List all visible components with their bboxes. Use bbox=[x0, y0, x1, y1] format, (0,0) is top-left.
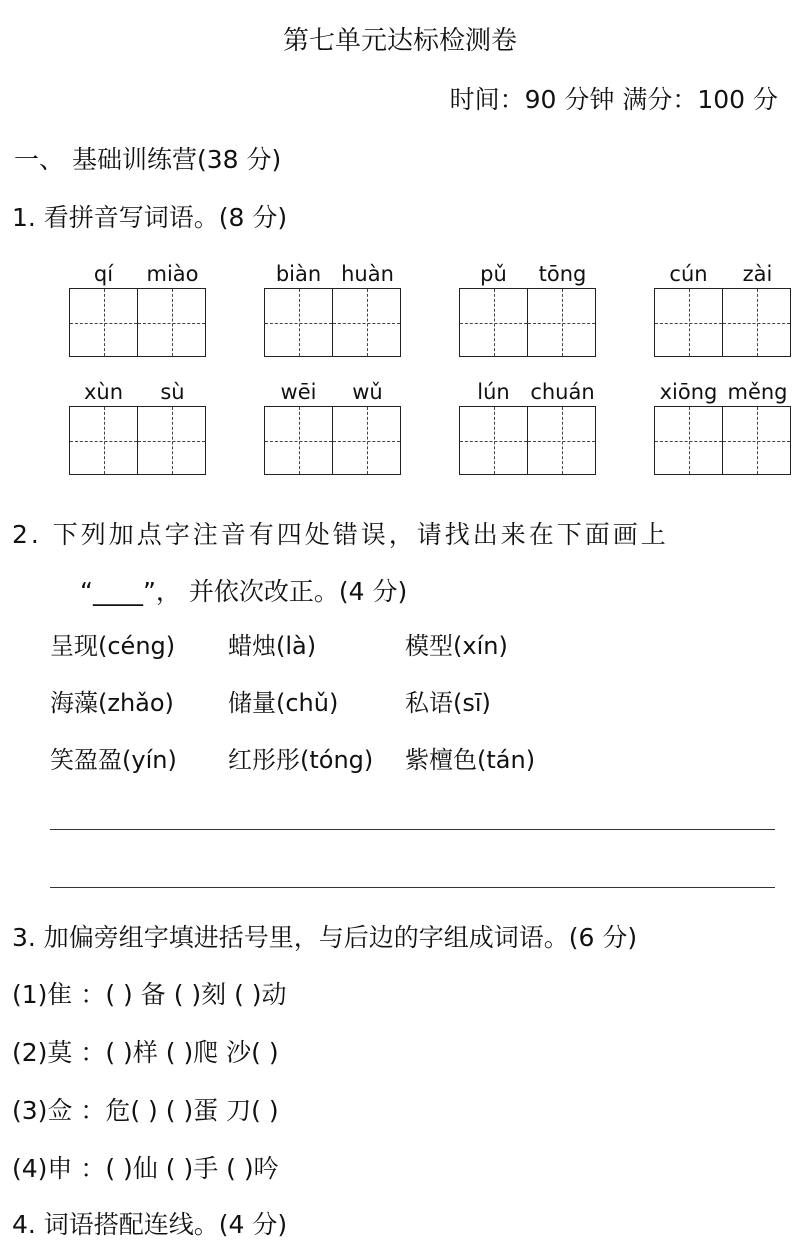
writing-grid[interactable] bbox=[459, 406, 528, 475]
section-heading: 一、 基础训练营(38 分) bbox=[14, 145, 282, 174]
writing-grid[interactable] bbox=[137, 288, 206, 357]
q3-row[interactable]: (3)佥 ：危( ) ( )蛋 刀( ) bbox=[12, 1096, 279, 1125]
writing-grid[interactable] bbox=[69, 406, 138, 475]
pinyin-item: 模型(xín) bbox=[405, 632, 508, 660]
pinyin-label: cún bbox=[669, 262, 708, 286]
answer-line[interactable] bbox=[50, 829, 775, 830]
question-1-label: 1. 看拼音写词语。(8 分) bbox=[12, 203, 288, 232]
pinyin-item: 蜡烛(là) bbox=[228, 632, 317, 660]
pinyin-item: 私语(sī) bbox=[405, 689, 491, 717]
pinyin-item: 紫檀色(tán) bbox=[405, 746, 536, 774]
pinyin-item: 红彤彤(tóng) bbox=[228, 746, 374, 774]
question-2-label: 2. 下列加点字注音有四处错误，请找出来在下面画上 bbox=[12, 520, 669, 549]
writing-grid[interactable] bbox=[459, 288, 528, 357]
pinyin-label: zài bbox=[742, 262, 773, 286]
answer-line[interactable] bbox=[50, 887, 775, 888]
pinyin-label: tōng bbox=[538, 262, 587, 286]
pinyin-label: pǔ bbox=[480, 262, 507, 286]
pinyin-label: měng bbox=[727, 380, 788, 404]
pinyin-label: wǔ bbox=[352, 380, 383, 404]
pinyin-label: miào bbox=[146, 262, 199, 286]
pinyin-row-1 bbox=[0, 262, 800, 382]
q3-row[interactable]: (2)莫 ：( )样 ( )爬 沙( ) bbox=[12, 1038, 279, 1067]
pinyin-label: lún bbox=[477, 380, 510, 404]
pinyin-item: 呈现(céng) bbox=[50, 632, 176, 660]
writing-grid[interactable] bbox=[69, 288, 138, 357]
pinyin-item: 海藻(zhǎo) bbox=[50, 689, 174, 717]
writing-grid[interactable] bbox=[722, 406, 791, 475]
q3-row[interactable]: (4)申 ：( )仙 ( )手 ( )吟 bbox=[12, 1154, 279, 1183]
pinyin-label: wēi bbox=[280, 380, 317, 404]
pinyin-label: xùn bbox=[83, 380, 124, 404]
pinyin-label: xiōng bbox=[659, 380, 718, 404]
pinyin-item: 笑盈盈(yín) bbox=[50, 746, 177, 774]
pinyin-label: sù bbox=[160, 380, 185, 404]
question-2-instruction: “____”， 并依次改正。(4 分) bbox=[80, 577, 408, 606]
page-title: 第七单元达标检测卷 bbox=[282, 26, 517, 56]
question-4-label: 4. 词语搭配连线。(4 分) bbox=[12, 1210, 288, 1239]
writing-grid[interactable] bbox=[654, 288, 723, 357]
writing-grid[interactable] bbox=[332, 288, 401, 357]
question-3-label: 3. 加偏旁组字填进括号里，与后边的字组成词语。(6 分) bbox=[12, 923, 638, 952]
pinyin-row-2 bbox=[0, 380, 800, 500]
writing-grid[interactable] bbox=[527, 288, 596, 357]
writing-grid[interactable] bbox=[332, 406, 401, 475]
writing-grid[interactable] bbox=[527, 406, 596, 475]
pinyin-label: huàn bbox=[341, 262, 394, 286]
q3-row[interactable]: (1)隹 ：( ) 备 ( )刻 ( )动 bbox=[12, 980, 287, 1009]
exam-meta: 时间：90 分钟 满分：100 分 bbox=[449, 85, 778, 114]
pinyin-item: 储量(chǔ) bbox=[228, 689, 339, 717]
pinyin-label: qí bbox=[93, 262, 114, 286]
writing-grid[interactable] bbox=[137, 406, 206, 475]
writing-grid[interactable] bbox=[722, 288, 791, 357]
pinyin-label: chuán bbox=[530, 380, 595, 404]
pinyin-label: biàn bbox=[275, 262, 322, 286]
writing-grid[interactable] bbox=[264, 406, 333, 475]
writing-grid[interactable] bbox=[654, 406, 723, 475]
writing-grid[interactable] bbox=[264, 288, 333, 357]
